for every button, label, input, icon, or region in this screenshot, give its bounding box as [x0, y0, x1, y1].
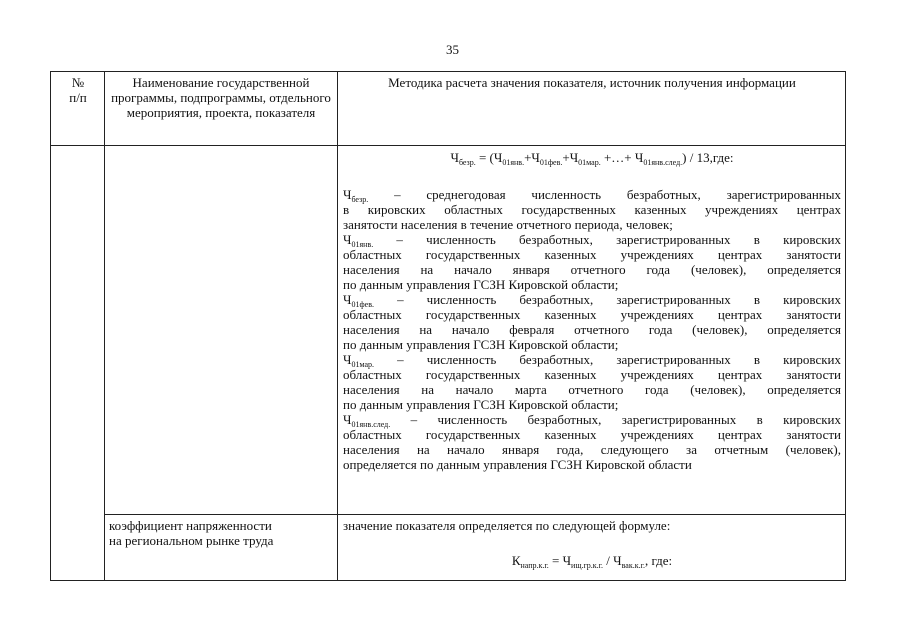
indicator-name: [109, 518, 333, 548]
definition-line: населения на начало января отчетного года (человек), определяется: [343, 262, 841, 277]
definition-line: областных государственных казенных учреждениях центрах занятости: [343, 367, 841, 382]
definition: [343, 232, 841, 292]
definition-line: населения на начало февраля отчетного года (человек), определяется: [343, 322, 841, 337]
indicator-table: [50, 71, 846, 581]
formula-tension-coefficient: $К_{напр.к.г.} = Ч_{ищ.гр.к.г.} / Ч_{вак.к.г.}$, где:: [511, 553, 673, 570]
definition-line: населения на начало марта отчетного года (человек), определяется: [343, 382, 841, 397]
definition-line: в кировских областных государственных казенных учреждениях центрах: [343, 202, 841, 217]
definition: [343, 412, 841, 472]
definition-line: по данным управления ГСЗН Кировской области;: [343, 277, 619, 292]
definition-line: $Ч_{01янв.след.}$ – численность безработных, зарегистрированных в кировских: [343, 412, 841, 429]
definition-line: $Ч_{01фев.}$ – численность безработных, зарегистрированных в кировских: [343, 292, 841, 309]
definition-line: областных государственных казенных учреждениях центрах занятости: [343, 307, 841, 322]
header-col-name: Наименование государственной программы, подпрограммы, отдельного мероприятия, проекта, показателя: [111, 75, 331, 120]
definition-line: по данным управления ГСЗН Кировской области;: [343, 337, 619, 352]
definition-line: $Ч_{безр.}$ – среднегодовая численность безработных, зарегистрированных: [343, 187, 841, 204]
definition-line: областных государственных казенных учреждениях центрах занятости: [343, 427, 841, 442]
header-col-method: Методика расчета значения показателя, источник получения информации: [388, 75, 796, 90]
formula-average-unemployed: $Ч_{безр.} = (Ч_{01янв.}+Ч_{01фев.}+Ч_{01мар.}$ +…+ $Ч_{01янв.след.}) / 13,где$:: [450, 150, 734, 167]
definition-line: по данным управления ГСЗН Кировской области;: [343, 397, 619, 412]
header-col-number: № п/п: [69, 75, 87, 105]
page-number: 35: [446, 42, 459, 57]
definition: [343, 352, 841, 412]
definition: [343, 187, 841, 232]
indicator-name-line: на региональном рынке труда: [109, 533, 274, 548]
definitions-block: [343, 187, 841, 472]
definition-line: областных государственных казенных учреждениях центрах занятости: [343, 247, 841, 262]
column-divider: [104, 72, 105, 580]
definition-line: занятости населения в течение отчетного периода, человек;: [343, 217, 673, 232]
definition: [343, 292, 841, 352]
definition-line: населения на начало января года, следующего за отчетным (человек),: [343, 442, 841, 457]
definition-line: $Ч_{01мар.}$ – численность безработных, зарегистрированных в кировских: [343, 352, 841, 369]
row-divider: [104, 514, 845, 515]
definition-line: $Ч_{01янв.}$ – численность безработных, зарегистрированных в кировских: [343, 232, 841, 249]
header-divider: [51, 145, 845, 146]
method-intro: значение показателя определяется по следующей формуле:: [343, 518, 671, 533]
indicator-name-line: коэффициент напряженности: [109, 518, 272, 533]
definition-line: определяется по данным управления ГСЗН Кировской области: [343, 457, 692, 472]
column-divider: [337, 72, 338, 580]
